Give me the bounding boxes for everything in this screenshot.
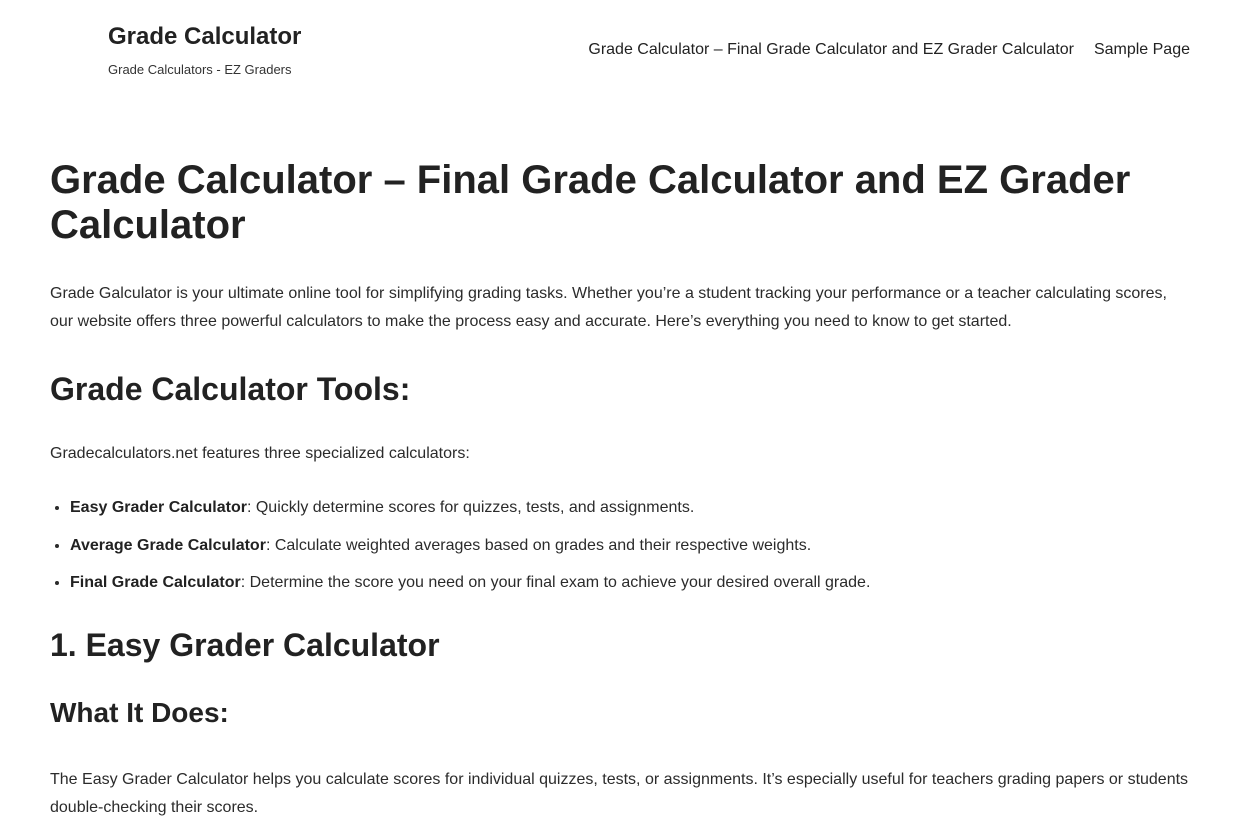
- tool-description: : Determine the score you need on your final exam to achieve your desired overall grade.: [240, 574, 871, 591]
- list-item: [70, 571, 1190, 595]
- intro-paragraph: Grade Galculator is your ultimate online tool for simplifying grading tasks. Whether you’re a student tracking your performance or a teacher calculating scores, our website offers three powerful calculators to make the process easy and accurate. Here’s everything you need to know to get started.: [50, 285, 1167, 330]
- main-content: [50, 158, 1190, 822]
- tools-heading: Grade Calculator Tools:: [50, 371, 411, 407]
- tool-description: : Calculate weighted averages based on grades and their respective weights.: [265, 536, 812, 554]
- what-it-does-heading: What It Does:: [50, 697, 229, 728]
- list-item: [70, 534, 1190, 558]
- site-tagline: Grade Calculators - EZ Graders: [108, 62, 292, 77]
- main-nav: [588, 40, 1190, 59]
- easy-grader-heading: 1. Easy Grader Calculator: [50, 627, 440, 663]
- tool-description: : Quickly determine scores for quizzes, tests, and assignments.: [246, 499, 695, 516]
- tools-list: [50, 496, 1190, 595]
- nav-link-sample-page[interactable]: Sample Page: [1093, 41, 1190, 58]
- tool-name: Easy Grader Calculator: [70, 499, 247, 516]
- tool-name: Average Grade Calculator: [70, 536, 266, 554]
- site-header: [0, 0, 1240, 100]
- nav-link-home[interactable]: Grade Calculator – Final Grade Calculator and EZ Grader Calculator: [588, 41, 1074, 58]
- site-title-link[interactable]: Grade Calculator: [108, 23, 302, 50]
- tools-intro: Gradecalculators.net features three specialized calculators:: [50, 445, 470, 462]
- what-it-does-paragraph: The Easy Grader Calculator helps you calculate scores for individual quizzes, tests, or assignments. It’s especially useful for teachers grading papers or students double-checking their scores.: [50, 771, 1189, 816]
- list-item: [70, 496, 1190, 520]
- tool-name: Final Grade Calculator: [70, 574, 241, 591]
- page-title: Grade Calculator – Final Grade Calculator and EZ Grader Calculator: [50, 158, 1131, 247]
